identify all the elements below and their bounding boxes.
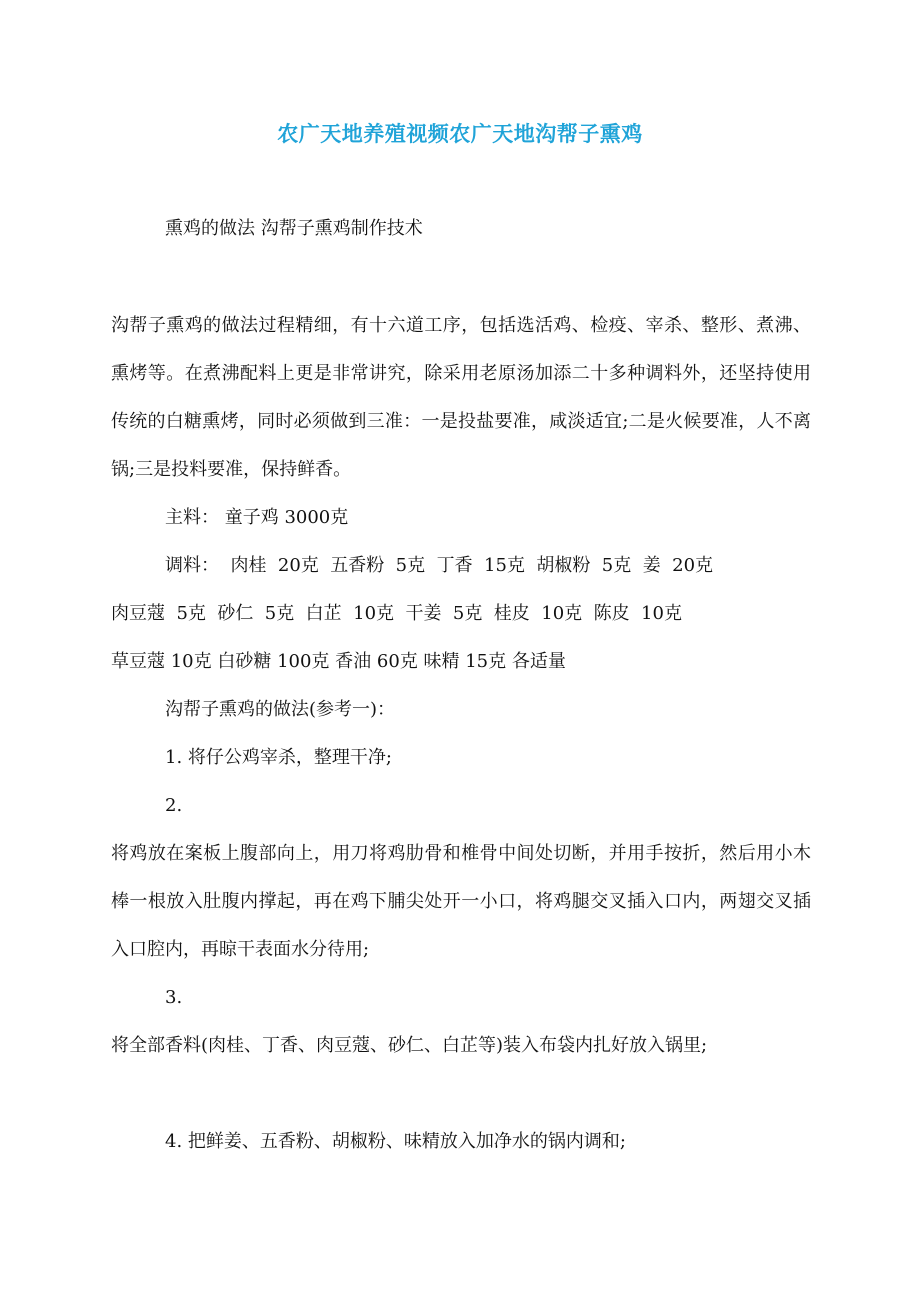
- step-4: [111, 1118, 811, 1166]
- seasoning-line: 调料： 肉桂 20克 五香粉 5克 丁香 15克 胡椒粉 5克 姜 20克: [165, 555, 714, 576]
- step-text: 将仔公鸡宰杀，整理干净;: [187, 747, 392, 768]
- step-number: 1.: [165, 747, 183, 768]
- step-2-text: 将鸡放在案板上腹部向上，用刀将鸡肋骨和椎骨中间处切断，并用手按折，然后用小木棒一根放入肚腹内撑起，再在鸡下脯尖处开一小口，将鸡腿交叉插入口内，两翅交叉插入口腔内，再晾干表面水分待用;: [111, 843, 811, 960]
- step-3-text: 将全部香料(肉桂、丁香、肉豆蔻、砂仁、白芷等)装入布袋内扎好放入锅里;: [111, 1035, 708, 1056]
- seasoning-list: [111, 542, 811, 686]
- step-3-number: 3.: [165, 987, 183, 1008]
- subtitle: 熏鸡的做法 沟帮子熏鸡制作技术: [165, 218, 423, 239]
- method-title: 沟帮子熏鸡的做法(参考一)：: [165, 699, 396, 720]
- main-ingredient: 主料： 童子鸡 3000克: [165, 507, 349, 528]
- step-2-number: 2.: [165, 795, 183, 816]
- step-text: 把鲜姜、五香粉、胡椒粉、味精放入加净水的锅内调和;: [187, 1131, 626, 1152]
- step-1: [111, 734, 811, 782]
- seasoning-line: 肉豆蔻 5克 砂仁 5克 白芷 10克 干姜 5克 桂皮 10克 陈皮 10克: [111, 603, 682, 624]
- step-number: 4.: [165, 1131, 183, 1152]
- seasoning-line: 草豆蔻 10克 白砂糖 100克 香油 60克 味精 15克 各适量: [111, 651, 566, 672]
- document-title: 农广天地养殖视频农广天地沟帮子熏鸡: [277, 121, 643, 146]
- intro-paragraph: 沟帮子熏鸡的做法过程精细，有十六道工序，包括选活鸡、检疫、宰杀、整形、煮沸、熏烤等。在煮沸配料上更是非常讲究，除采用老原汤加添二十多种调料外，还坚持使用传统的白糖熏烤，同时必须做到三准：一是投盐要准，咸淡适宜;二是火候要准，人不离锅;三是投料要准，保持鲜香。: [111, 315, 811, 480]
